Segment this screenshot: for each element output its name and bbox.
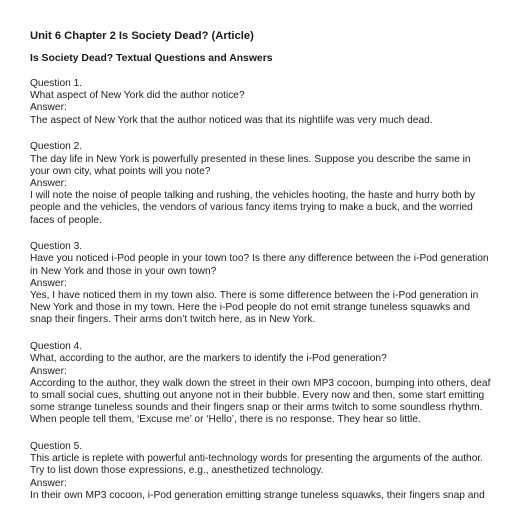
answer-text: According to the author, they walk down the street in their own MP3 cocoon, bumping into others, deaf to small social cues, shutting out anyone not in their bubble. Every now and then, some start emitting some strange tuneless sounds and their fingers snap or their arms twitch to some soundless rhythm. When people tell them, ‘Excuse me’ or ‘Hello’, there is no response. They hear so little. bbox=[30, 377, 491, 426]
answer-label: Answer: bbox=[30, 277, 67, 289]
question-text: Have you noticed i-Pod people in your town too? Is there any difference between the i-Pod generation in New York and those in your own town? bbox=[30, 253, 489, 277]
answer-label: Answer: bbox=[30, 477, 67, 489]
question-label: Question 4. bbox=[30, 341, 83, 353]
document-page bbox=[30, 28, 492, 517]
answer-text: I will note the noise of people talking and rushing, the vehicles hooting, the haste and hurry both by people and the vehicles, the vendors of various fancy items trying to make a buck, and the worried faces of people. bbox=[30, 190, 476, 226]
question-text: What aspect of New York did the author notice? bbox=[30, 90, 245, 102]
answer-text: Yes, I have noticed them in my town also. There is some difference between the i-Pod generation in New York and those in my town. Here the i-Pod people do not emit strange tuneless squawks and snap their fingers. Their arms don’t twitch here, as in New York. bbox=[30, 290, 479, 326]
question-label: Question 5. bbox=[30, 441, 83, 453]
answer-label: Answer: bbox=[30, 365, 67, 377]
question-label: Question 2. bbox=[30, 141, 83, 153]
question-text: What, according to the author, are the markers to identify the i-Pod generation? bbox=[30, 353, 387, 365]
qa-item bbox=[30, 78, 492, 127]
qa-item bbox=[30, 441, 492, 502]
qa-item bbox=[30, 341, 492, 426]
document-title: Unit 6 Chapter 2 Is Society Dead? (Article) bbox=[30, 30, 254, 42]
answer-text: In their own MP3 cocoon, i-Pod generation emitting strange tuneless squawks, their fingers snap and bbox=[30, 489, 485, 501]
question-text: This article is replete with powerful anti-technology words for presenting the arguments of the author. Try to list down those expressions, e.g., anesthetized technology. bbox=[30, 453, 484, 477]
document-subtitle: Is Society Dead? Textual Questions and Answers bbox=[30, 53, 273, 64]
answer-label: Answer: bbox=[30, 102, 67, 114]
qa-item bbox=[30, 241, 492, 326]
answer-label: Answer: bbox=[30, 177, 67, 189]
question-label: Question 1. bbox=[30, 78, 83, 89]
answer-text: The aspect of New York that the author noticed was that its nightlife was very much dead. bbox=[30, 114, 433, 126]
question-text: The day life in New York is powerfully presented in these lines. Suppose you describe the same in your own city, what points will you note? bbox=[30, 153, 471, 177]
qa-item bbox=[30, 141, 492, 226]
question-label: Question 3. bbox=[30, 241, 83, 253]
